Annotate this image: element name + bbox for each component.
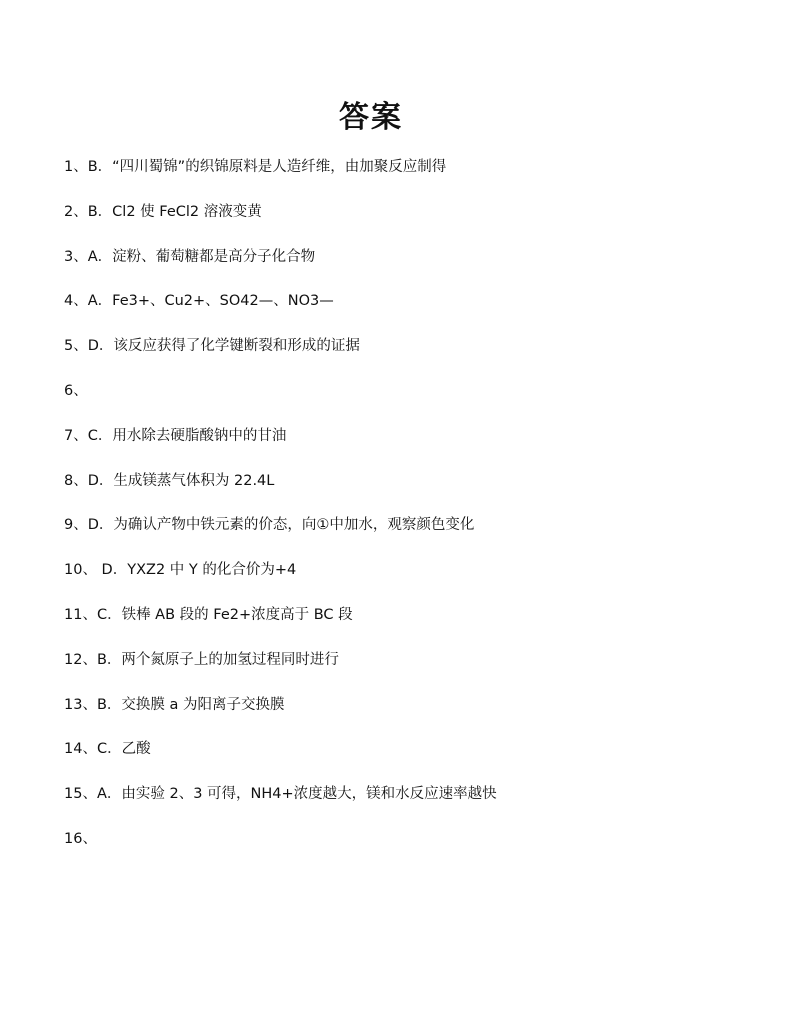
answer-item-8: 8、D．生成镁蒸气体积为 22.4L (64, 472, 275, 489)
answer-item-12: 12、B．两个氮原子上的加氢过程同时进行 (64, 651, 339, 668)
answer-item-11: 11、C．铁棒 AB 段的 Fe2+浓度高于 BC 段 (64, 606, 353, 623)
answer-item-4: 4、A．Fe3+、Cu2+、SO42—、NO3— (64, 293, 334, 310)
answer-item-15: 15、A．由实验 2、3 可得，NH4+浓度越大，镁和水反应速率越快 (64, 786, 497, 803)
answer-item-10: 10、 D．YXZ2 中 Y 的化合价为+4 (64, 562, 297, 579)
answer-item-16: 16、 (64, 830, 97, 847)
answer-item-7: 7、C．用水除去硬脂酸钠中的甘油 (64, 427, 287, 444)
answer-item-6: 6、 (64, 382, 88, 399)
answer-item-13: 13、B．交换膜 a 为阳离子交换膜 (64, 696, 285, 713)
answer-item-3: 3、A．淀粉、葡萄糖都是高分子化合物 (64, 248, 316, 265)
answer-item-1: 1、B．“四川蜀锦”的织锦原料是人造纤维，由加聚反应制得 (64, 159, 447, 175)
answer-item-9: 9、D．为确认产物中铁元素的价态，向①中加水，观察颜色变化 (64, 517, 475, 534)
answer-item-5: 5、D．该反应获得了化学键断裂和形成的证据 (64, 338, 360, 355)
answer-item-2: 2、B．Cl2 使 FeCl2 溶液变黄 (64, 203, 262, 220)
page-title: 答案 (339, 100, 403, 135)
answer-item-14: 14、C．乙酸 (64, 741, 151, 758)
answer-list (64, 156, 764, 873)
